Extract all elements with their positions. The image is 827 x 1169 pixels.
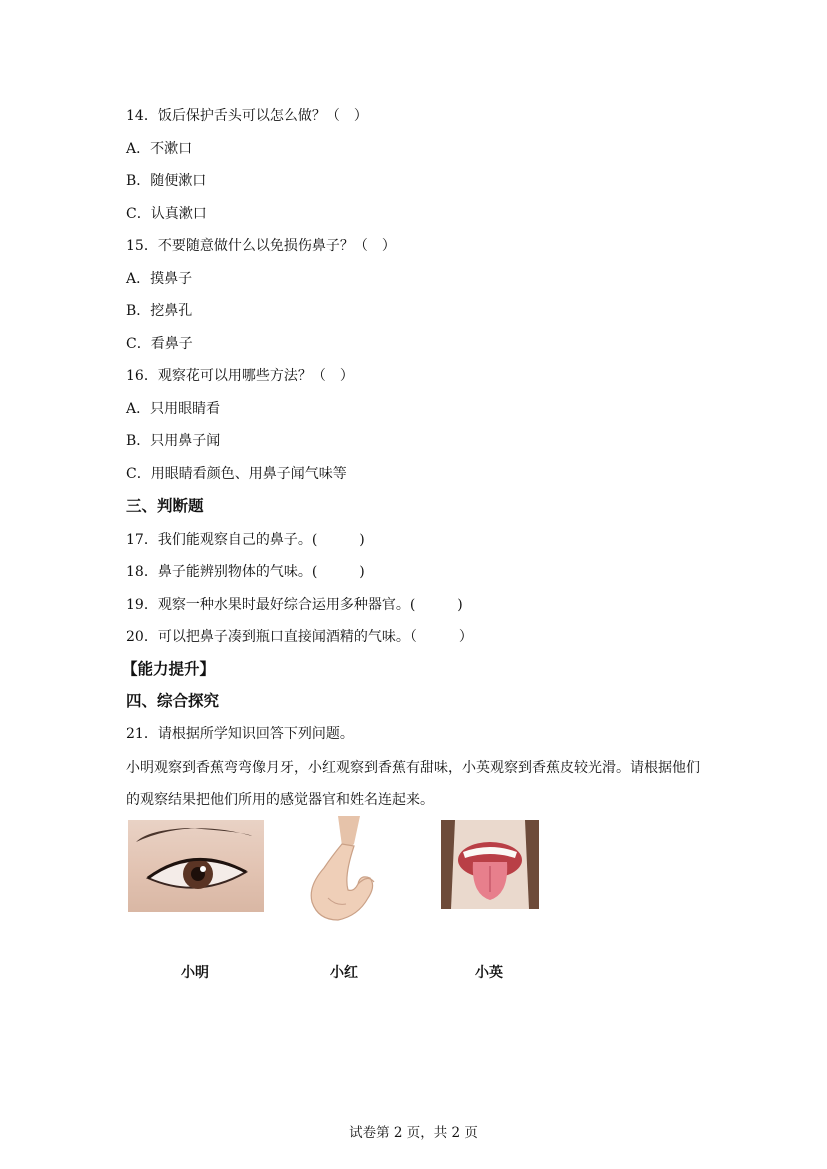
q21-text: 小明观察到香蕉弯弯像月牙，小红观察到香蕉有甜味，小英观察到香蕉皮较光滑。请根据他们的观察结果把他们所用的感觉器官和姓名连起来。 [126, 760, 700, 808]
q15-option-b: B．挖鼻孔 [126, 303, 193, 319]
q16-option-b: B．只用鼻子闻 [126, 433, 221, 449]
q16-option-a: A．只用眼睛看 [126, 401, 221, 417]
q15-option-c: C．看鼻子 [126, 336, 193, 352]
eye-photo [128, 820, 264, 912]
q14-stem: 14．饭后保护舌头可以怎么做？（ ） [126, 108, 368, 124]
q16-option-c: C．用眼睛看颜色、用鼻子闻气味等 [126, 466, 347, 482]
q14-option-c: C．认真漱口 [126, 206, 207, 222]
q14-option-b: B．随便漱口 [126, 173, 207, 189]
page-footer: 试卷第 2 页，共 2 页 [349, 1125, 478, 1141]
q17: 17．我们能观察自己的鼻子。( ) [126, 532, 365, 548]
name-xiaoming: 小明 [181, 965, 209, 981]
name-xiaoying: 小英 [475, 965, 503, 981]
section-3-title: 三、判断题 [126, 497, 204, 515]
ability-title: 【能力提升】 [122, 660, 216, 678]
section-4-title: 四、综合探究 [126, 692, 220, 710]
q14-option-a: A．不漱口 [126, 141, 193, 157]
q21-stem: 21．请根据所学知识回答下列问题。 [126, 726, 354, 742]
q15-stem: 15．不要随意做什么以免损伤鼻子？（ ） [126, 238, 396, 254]
tongue-photo [441, 820, 539, 909]
hand-photo [298, 816, 384, 924]
q19: 19．观察一种水果时最好综合运用多种器官。( ) [126, 597, 463, 613]
q18: 18．鼻子能辨别物体的气味。( ) [126, 564, 365, 580]
q16-stem: 16．观察花可以用哪些方法？（ ） [126, 368, 354, 384]
q20: 20．可以把鼻子凑到瓶口直接闻酒精的气味。（ ） [126, 629, 473, 645]
q15-option-a: A．摸鼻子 [126, 271, 193, 287]
name-xiaohong: 小红 [330, 965, 358, 981]
